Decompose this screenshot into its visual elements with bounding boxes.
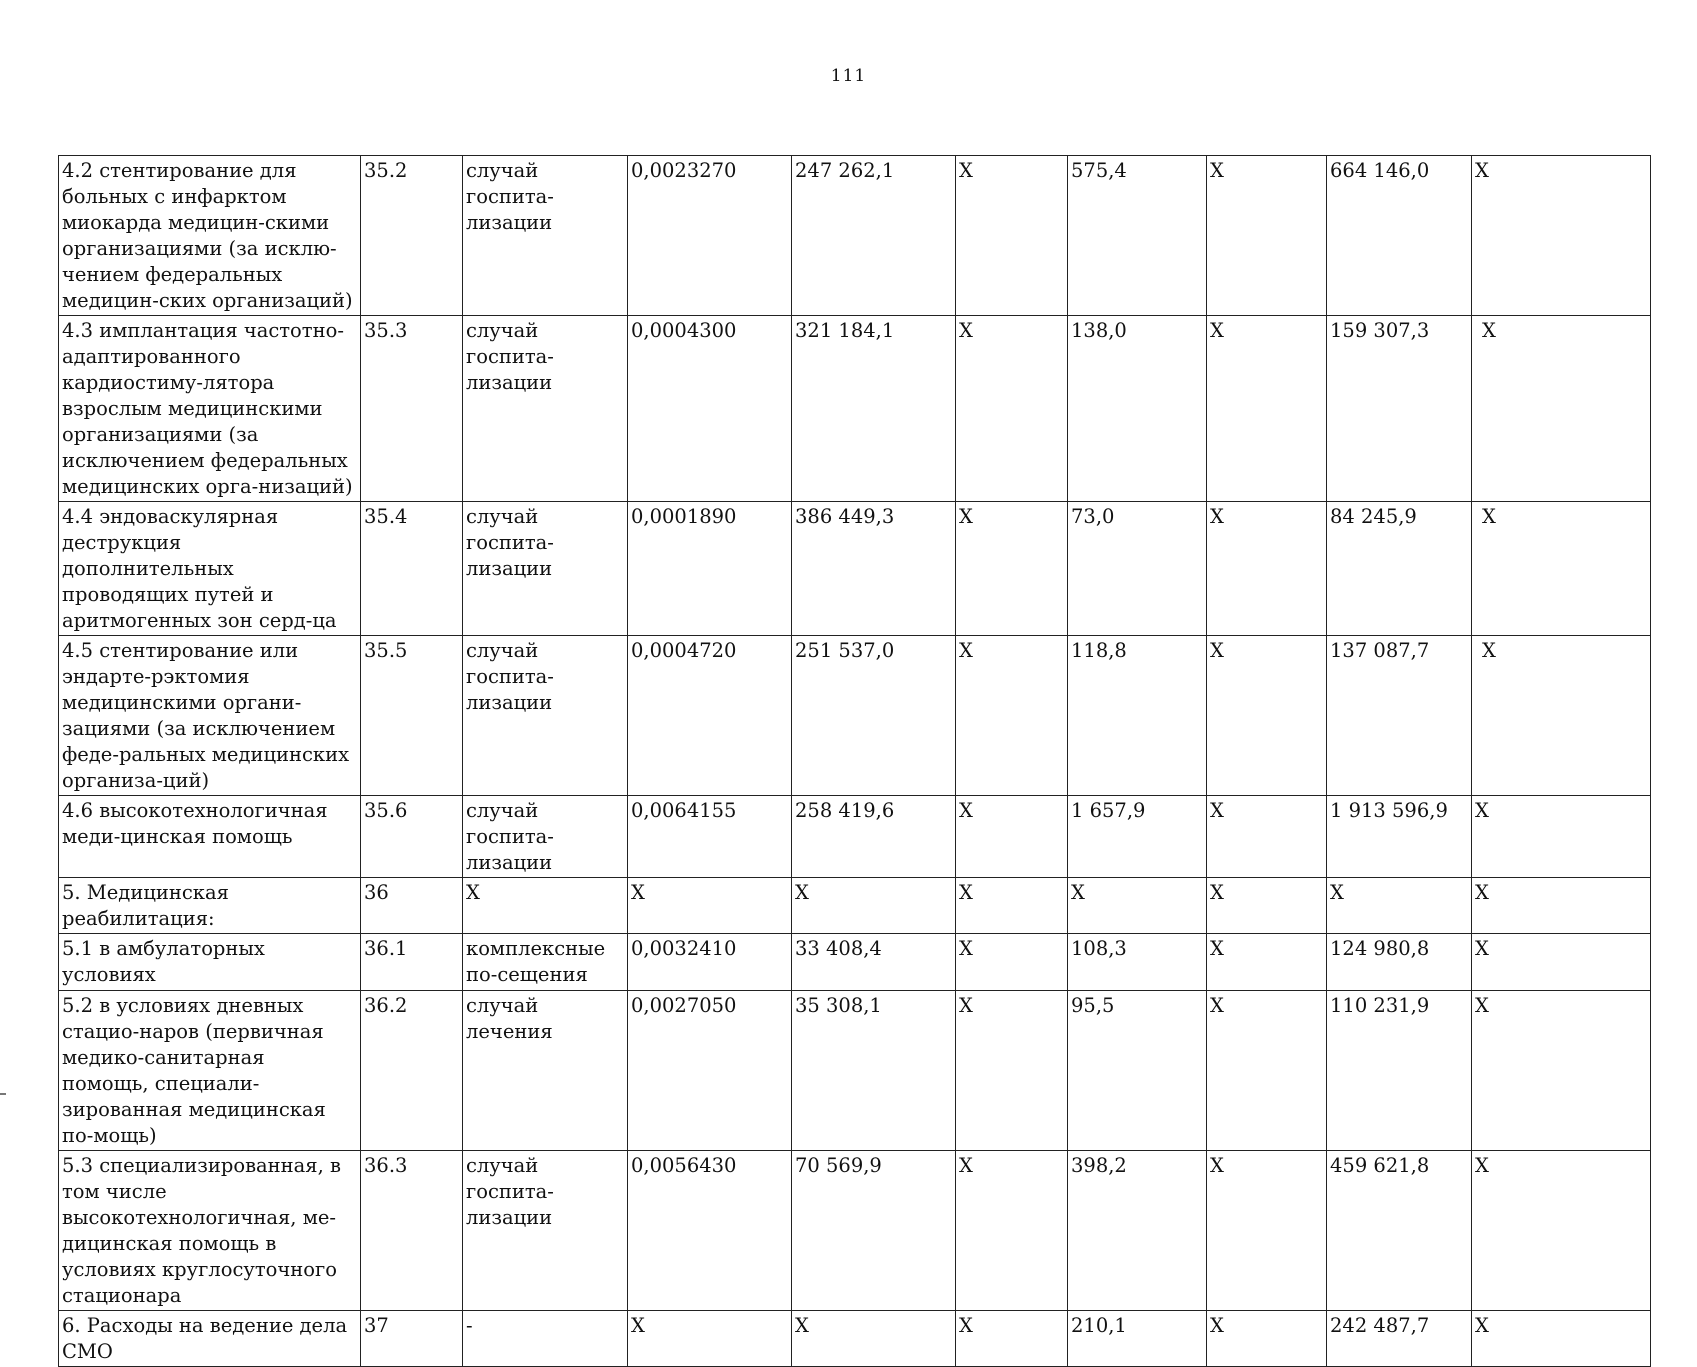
row-norm: 0,0056430 [628,1151,792,1311]
row-code: 36 [361,878,463,934]
row-col9: 124 980,8 [1327,934,1472,991]
row-col9: 159 307,3 [1327,316,1472,502]
row-norm: 0,0001890 [628,502,792,636]
row-col8: X [1207,934,1327,991]
row-unit: случай госпита-лизации [463,316,628,502]
row-col8: X [1207,1311,1327,1367]
row-col7: 73,0 [1068,502,1207,636]
row-name: 5.1 в амбулаторных условиях [59,934,361,991]
row-col8: X [1207,991,1327,1151]
row-norm: X [628,878,792,934]
row-name: 4.2 стентирование для больных с инфарктом миокарда медицин-скими организациями (за исклю-чением федеральных медицин-ских организаций) [59,156,361,316]
row-col8: X [1207,316,1327,502]
row-col7: 210,1 [1068,1311,1207,1367]
row-cost: X [792,878,956,934]
row-col10: X [1472,1151,1651,1311]
row-col7: 1 657,9 [1068,796,1207,878]
table-row [59,1311,1651,1367]
table-row [59,1151,1651,1311]
row-col10: X [1472,1311,1651,1367]
row-code: 36.3 [361,1151,463,1311]
row-col7: X [1068,878,1207,934]
row-code: 35.5 [361,636,463,796]
data-table [58,155,1651,1367]
row-col9: 664 146,0 [1327,156,1472,316]
row-col8: X [1207,878,1327,934]
row-col9: X [1327,878,1472,934]
row-name: 4.5 стентирование или эндарте-рэктомия медицинскими органи-зациями (за исключением феде-ральных медицинских организа-ций) [59,636,361,796]
row-col9: 84 245,9 [1327,502,1472,636]
row-col9: 110 231,9 [1327,991,1472,1151]
row-name: 4.3 имплантация частотно-адаптированного кардиостиму-лятора взрослым медицинскими организациями (за исключением федеральных медицинских орга-низаций) [59,316,361,502]
table-row [59,502,1651,636]
table-row [59,156,1651,316]
row-col7: 575,4 [1068,156,1207,316]
row-col7: 118,8 [1068,636,1207,796]
row-cost: 251 537,0 [792,636,956,796]
row-cost: X [792,1311,956,1367]
row-norm: X [628,1311,792,1367]
row-col7: 138,0 [1068,316,1207,502]
row-col6: X [956,156,1068,316]
row-col10: X [1472,878,1651,934]
row-name: 4.4 эндоваскулярная деструкция дополнительных проводящих путей и аритмогенных зон серд-ца [59,502,361,636]
page-number: 111 [830,66,867,86]
row-col9: 137 087,7 [1327,636,1472,796]
row-col10: X [1472,156,1651,316]
scan-edge-mark [0,1093,6,1095]
row-code: 35.3 [361,316,463,502]
row-unit: - [463,1311,628,1367]
row-unit: случай госпита-лизации [463,502,628,636]
row-col9: 459 621,8 [1327,1151,1472,1311]
row-code: 35.4 [361,502,463,636]
row-name: 6. Расходы на ведение дела СМО [59,1311,361,1367]
row-cost: 247 262,1 [792,156,956,316]
row-col7: 108,3 [1068,934,1207,991]
row-col8: X [1207,636,1327,796]
row-norm: 0,0064155 [628,796,792,878]
row-col10: X [1472,316,1651,502]
table-row [59,934,1651,991]
row-col7: 398,2 [1068,1151,1207,1311]
table-row [59,796,1651,878]
row-col8: X [1207,502,1327,636]
row-name: 4.6 высокотехнологичная меди-цинская помощь [59,796,361,878]
row-unit: случай госпита-лизации [463,796,628,878]
row-code: 36.2 [361,991,463,1151]
row-col10: X [1472,934,1651,991]
row-norm: 0,0004720 [628,636,792,796]
row-norm: 0,0032410 [628,934,792,991]
row-col9: 1 913 596,9 [1327,796,1472,878]
row-code: 37 [361,1311,463,1367]
row-cost: 70 569,9 [792,1151,956,1311]
row-col9: 242 487,7 [1327,1311,1472,1367]
row-col6: X [956,934,1068,991]
row-cost: 258 419,6 [792,796,956,878]
row-unit: случай госпита-лизации [463,636,628,796]
row-name: 5.2 в условиях дневных стацио-наров (первичная медико-санитарная помощь, специали-зированная медицинская по-мощь) [59,991,361,1151]
row-col10: X [1472,796,1651,878]
row-unit: случай госпита-лизации [463,156,628,316]
row-col6: X [956,796,1068,878]
row-unit: X [463,878,628,934]
row-col6: X [956,636,1068,796]
row-norm: 0,0023270 [628,156,792,316]
row-cost: 33 408,4 [792,934,956,991]
row-norm: 0,0004300 [628,316,792,502]
table-row [59,878,1651,934]
row-col6: X [956,502,1068,636]
row-col8: X [1207,156,1327,316]
row-unit: случай лечения [463,991,628,1151]
row-col10: X [1472,991,1651,1151]
data-table-container [58,155,1650,1367]
table-row [59,991,1651,1151]
row-col10: X [1472,636,1651,796]
row-code: 36.1 [361,934,463,991]
row-col6: X [956,316,1068,502]
row-col7: 95,5 [1068,991,1207,1151]
row-col6: X [956,991,1068,1151]
table-row [59,636,1651,796]
row-cost: 386 449,3 [792,502,956,636]
row-col8: X [1207,796,1327,878]
row-col10: X [1472,502,1651,636]
row-col6: X [956,1151,1068,1311]
row-code: 35.2 [361,156,463,316]
row-unit: случай госпита-лизации [463,1151,628,1311]
row-norm: 0,0027050 [628,991,792,1151]
row-name: 5. Медицинская реабилитация: [59,878,361,934]
table-row [59,316,1651,502]
row-col6: X [956,878,1068,934]
row-col8: X [1207,1151,1327,1311]
row-code: 35.6 [361,796,463,878]
row-cost: 321 184,1 [792,316,956,502]
row-unit: комплексные по-сещения [463,934,628,991]
row-cost: 35 308,1 [792,991,956,1151]
row-name: 5.3 специализированная, в том числе высокотехнологичная, ме-дицинская помощь в условиях круглосуточного стационара [59,1151,361,1311]
row-col6: X [956,1311,1068,1367]
